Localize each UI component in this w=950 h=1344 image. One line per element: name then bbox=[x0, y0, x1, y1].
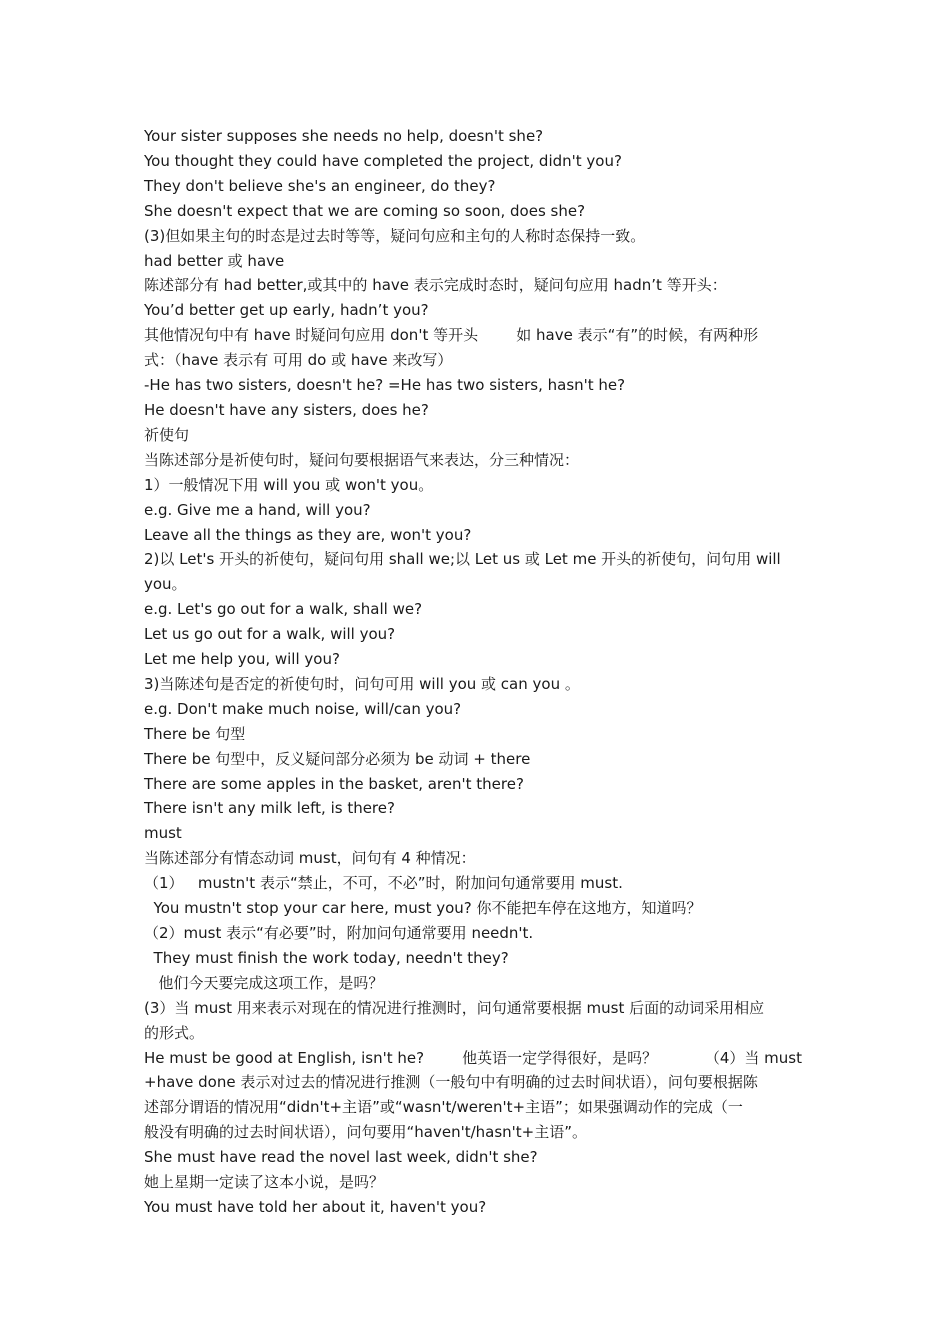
text-line: 当陈述部分是祈使句时，疑问句要根据语气来表达，分三种情况： bbox=[144, 450, 580, 469]
text-line: There are some apples in the basket, aren't there? bbox=[144, 774, 524, 793]
text-line: 式：（have 表示有 可用 do 或 have 来改写） bbox=[144, 351, 453, 370]
text-line: Your sister supposes she needs no help, doesn't she? bbox=[144, 127, 544, 145]
text-line: They must finish the work today, needn't they? bbox=[144, 948, 509, 967]
text-line: 当陈述部分有情态动词 must，问句有 4 种情况： bbox=[144, 849, 476, 868]
text-line: You mustn't stop your car here, must you? 你不能把车停在这地方，知道吗？ bbox=[144, 899, 702, 918]
text-line: 她上星期一定读了这本小说，是吗？ bbox=[144, 1173, 385, 1192]
text-line: e.g. Don't make much noise, will/can you? bbox=[144, 699, 462, 718]
text-line: 1）一般情况下用 will you 或 won't you。 bbox=[144, 475, 434, 494]
text-line: you。 bbox=[144, 575, 187, 594]
text-line: 般没有明确的过去时间状语），问句要用“haven't/hasn't+主语”。 bbox=[144, 1123, 588, 1142]
text-line: (3)但如果主句的时态是过去时等等，疑问句应和主句的人称时态保持一致。 bbox=[144, 226, 646, 245]
text-line: There be 句型中，反义疑问部分必须为 be 动词 + there bbox=[144, 749, 531, 768]
text-line: 述部分谓语的情况用“didn't+主语”或“wasn't/weren't+主语”；如果强调动作的完成（一 bbox=[144, 1098, 743, 1117]
text-line: +have done 表示对过去的情况进行推测（一般句中有明确的过去时间状语），问句要根据陈 bbox=[144, 1073, 758, 1092]
text-line: You thought they could have completed the project, didn't you? bbox=[144, 151, 622, 170]
text-line: 其他情况句中有 have 时疑问句应用 don't 等开头 如 have 表示“有”的时候，有两种形 bbox=[144, 326, 759, 345]
document-body bbox=[144, 124, 810, 1220]
text-line: There be 句型 bbox=[144, 724, 246, 743]
text-line: You must have told her about it, haven't you? bbox=[144, 1197, 487, 1216]
text-line: He must be good at English, isn't he? 他英语一定学得很好，是吗？ （4）当 must bbox=[144, 1048, 802, 1067]
text-line: Let us go out for a walk, will you? bbox=[144, 625, 396, 644]
text-line: Leave all the things as they are, won't you? bbox=[144, 525, 472, 544]
text-line: e.g. Give me a hand, will you? bbox=[144, 500, 371, 519]
text-line: 祈使句 bbox=[144, 425, 190, 444]
text-line: e.g. Let's go out for a walk, shall we? bbox=[144, 600, 423, 619]
text-line: He doesn't have any sisters, does he? bbox=[144, 400, 429, 419]
document-page bbox=[144, 124, 810, 1220]
text-line: 2)以 Let's 开头的祈使句，疑问句用 shall we;以 Let us 或 Let me 开头的祈使句，问句用 will bbox=[144, 550, 781, 569]
text-line: had better 或 have bbox=[144, 251, 285, 270]
text-line: （2）must 表示“有必要”时，附加问句通常要用 needn't. bbox=[144, 924, 534, 942]
text-line: 的形式。 bbox=[144, 1023, 205, 1042]
text-line: （1） mustn't 表示“禁止，不可，不必”时，附加问句通常要用 must. bbox=[144, 874, 623, 893]
text-line: Let me help you, will you? bbox=[144, 650, 340, 669]
text-line: must bbox=[144, 824, 182, 843]
text-line: She must have read the novel last week, didn't she? bbox=[144, 1148, 538, 1167]
text-line: (3）当 must 用来表示对现在的情况进行推测时，问句通常要根据 must 后面的动词采用相应 bbox=[144, 998, 765, 1017]
text-line: There isn't any milk left, is there? bbox=[144, 799, 395, 818]
text-line: 3)当陈述句是否定的祈使句时，问句可用 will you 或 can you 。 bbox=[144, 674, 580, 693]
text-line: They don't believe she's an engineer, do they? bbox=[144, 176, 496, 195]
text-line: She doesn't expect that we are coming so soon, does she? bbox=[144, 201, 586, 220]
text-line: 他们今天要完成这项工作，是吗？ bbox=[144, 973, 384, 992]
text-line: You’d better get up early, hadn’t you? bbox=[144, 301, 429, 320]
text-line: -He has two sisters, doesn't he? =He has two sisters, hasn't he? bbox=[144, 376, 626, 395]
text-line: 陈述部分有 had better,或其中的 have 表示完成时态时，疑问句应用 hadn’t 等开头： bbox=[144, 276, 727, 295]
